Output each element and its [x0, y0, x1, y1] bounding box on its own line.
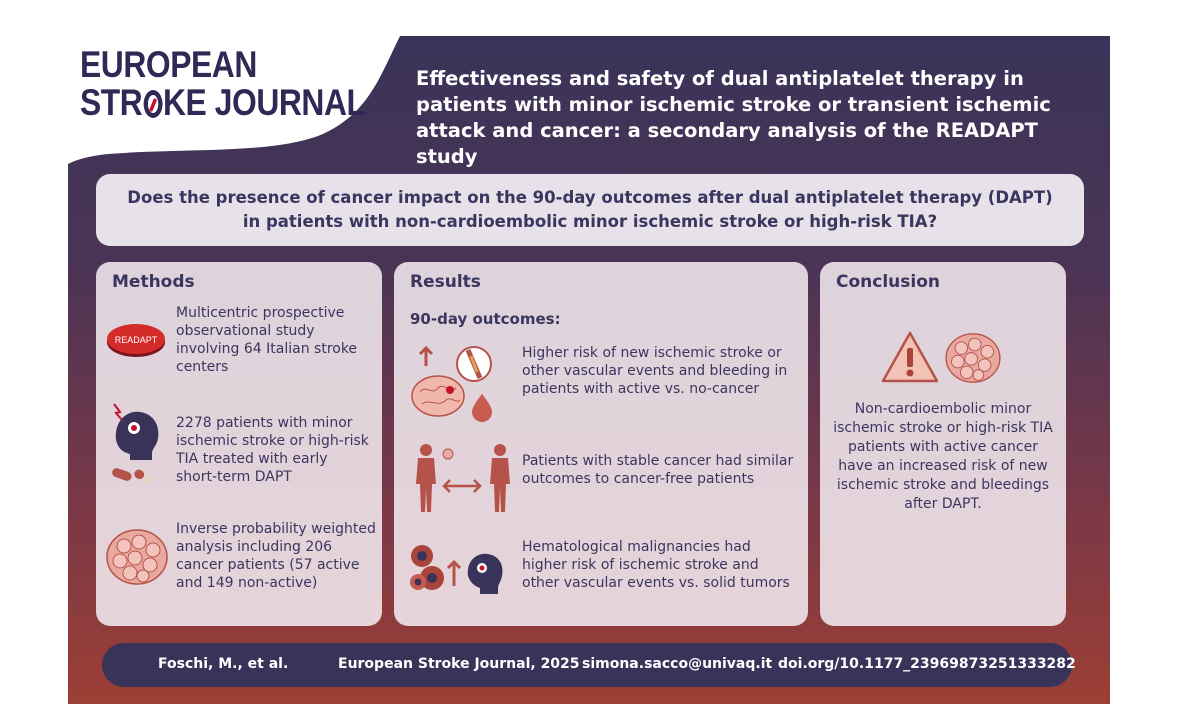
results-subheading: 90-day outcomes: [410, 310, 561, 328]
methods-heading: Methods [112, 272, 195, 292]
footer-authors: Foschi, M., et al. [158, 656, 289, 672]
results-heading: Results [410, 272, 481, 292]
footer-doi[interactable]: doi.org/10.1177_23969873251333282 [778, 656, 1076, 672]
readapt-badge-label: READAPT [114, 335, 158, 345]
readapt-badge-icon [106, 322, 166, 358]
conclusion-panel [820, 262, 1066, 626]
two-patients-compare-icon [410, 442, 516, 514]
results-panel [394, 262, 808, 626]
head-and-pills-icon [108, 400, 162, 490]
journal-logo-line1: EUROPEAN [80, 44, 257, 85]
footer-journal: European Stroke Journal, 2025 [338, 656, 580, 672]
brain-vessel-blood-icon [410, 344, 510, 426]
journal-logo [80, 46, 366, 122]
methods-item-1: Multicentric prospective observational study involving 64 Italian stroke centers [176, 305, 358, 375]
methods-item-2: 2278 patients with minor ischemic stroke or high-risk TIA treated with early short-term DAPT [176, 415, 369, 485]
infographic-poster [68, 36, 1110, 704]
conclusion-text: Non-cardioembolic minor ischemic stroke or high-risk TIA patients with active cancer have an increased risk of new ischemic stroke and bleedings after DAPT. [833, 401, 1053, 512]
research-question-text: Does the presence of cancer impact on the 90-day outcomes after dual antiplatelet therapy (DAPT) in patients with non-cardioembolic minor ischemic stroke or high-risk TIA? [127, 188, 1053, 231]
article-title: Effectiveness and safety of dual antiplatelet therapy in patients with minor ischemic stroke or transient ischemic attack and cancer: a secondary analysis of the READAPT study [416, 67, 1051, 168]
conclusion-cancer-cells-icon [944, 332, 1002, 384]
logo-o-mark-icon [143, 90, 162, 118]
warning-icon [880, 330, 940, 384]
results-item-2: Patients with stable cancer had similar outcomes to cancer-free patients [522, 453, 794, 487]
results-item-1: Higher risk of new ischemic stroke or other vascular events and bleeding in patients with active vs. no-cancer [522, 345, 788, 397]
methods-panel [96, 262, 382, 626]
cancer-cells-icon [106, 528, 168, 586]
footer-email[interactable]: simona.sacco@univaq.it [582, 656, 773, 672]
research-question [96, 174, 1084, 246]
citation-footer [102, 643, 1076, 687]
journal-logo-line2: STR KE JOURNAL [80, 82, 366, 123]
blood-cells-head-icon [408, 538, 518, 600]
conclusion-heading: Conclusion [836, 272, 940, 292]
methods-item-3: Inverse probability weighted analysis including 206 cancer patients (57 active and 149 non-active) [176, 521, 376, 591]
results-item-3: Hematological malignancies had higher risk of ischemic stroke and other vascular events vs. solid tumors [522, 539, 790, 591]
